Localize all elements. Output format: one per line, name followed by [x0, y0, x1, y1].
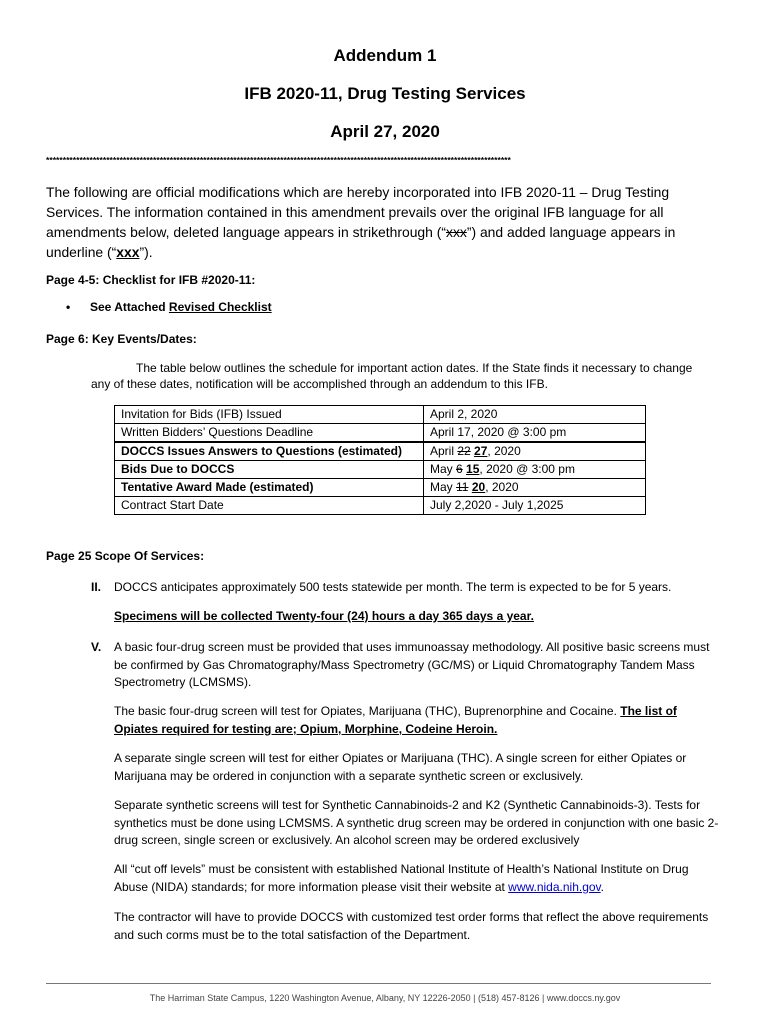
added-date: 15	[466, 462, 480, 476]
table-row	[115, 497, 646, 515]
footer-address: The Harriman State Campus, 1220 Washington Avenue, Albany, NY 12226-2050 | (518) 457-8126 | www.doccs.ny.gov	[149, 993, 621, 1003]
checklist-heading: Page 4-5: Checklist for IFB #2020-11:	[46, 273, 256, 287]
item-2-added-text: Specimens will be collected Twenty-four (24) hours a day 365 days a year.	[114, 609, 534, 623]
item-5-text: A basic four-drug screen must be provided that uses immunoassay methodology. All positive basic screens must be confirmed by Gas Chromatography/Mass Spectrometry (GC/MS) or Liquid Chromatography Tandem Mass Spectrometry (LCMSMS).	[114, 640, 710, 689]
separator-line: *******************************************************************************************************************************************	[46, 155, 511, 165]
key-events-heading: Page 6: Key Events/Dates:	[46, 332, 197, 346]
cutoff-levels-paragraph: All “cut off levels” must be consistent with established National Institute of Health’s National Institute on Drug Abuse (NIDA) standards; for more information please visit their website at www.nida.nih.gov.	[114, 862, 689, 894]
addendum-title: Addendum 1	[333, 46, 437, 65]
table-row	[115, 442, 646, 461]
date-cell: July 2,2020 - July 1,2025	[424, 497, 646, 515]
ifb-title: IFB 2020-11, Drug Testing Services	[244, 84, 526, 103]
checklist-item-prefix: See Attached	[90, 300, 169, 314]
basic-screen-paragraph	[114, 703, 724, 738]
document-date: April 27, 2020	[330, 122, 440, 141]
event-cell: Tentative Award Made (estimated)	[115, 479, 424, 497]
item-2-text: DOCCS anticipates approximately 500 tests statewide per month. The term is expected to be for 5 years.	[114, 580, 672, 594]
strikethrough-sample: xxx	[446, 224, 467, 240]
synthetic-screen-paragraph: Separate synthetic screens will test for Synthetic Cannabinoids-2 and K2 (Synthetic Cannabinoids-3). Tests for synthetics must be done using LCMSMS. A synthetic drug screen may be ordered in conjunction with one basic 2-drug screen, single screen or exclusively. An alcohol screen may be ordered exclusively	[114, 798, 719, 847]
opiates-added-text: The list of Opiates required for testing are; Opium, Morphine, Codeine Heroin.	[114, 704, 677, 736]
event-cell: Contract Start Date	[115, 497, 424, 515]
event-cell: Bids Due to DOCCS	[115, 461, 424, 479]
table-row	[115, 479, 646, 497]
date-cell: April 17, 2020 @ 3:00 pm	[424, 424, 646, 443]
basic-screen-text: The basic four-drug screen will test for Opiates, Marijuana (THC), Buprenorphine and Cocaine.	[114, 704, 621, 718]
item-5-label: V.	[91, 640, 102, 654]
date-cell: May 6 15, 2020 @ 3:00 pm	[424, 461, 646, 479]
footer-divider	[46, 983, 711, 984]
intro-text-2: ”) and added language appears in underline (“	[46, 224, 676, 260]
deleted-date: 22	[457, 444, 471, 458]
table-row	[115, 461, 646, 479]
underline-sample: xxx	[116, 244, 140, 260]
event-cell: Written Bidders’ Questions Deadline	[115, 424, 424, 443]
key-events-intro-rest: any of these dates, notification will be accomplished through an addendum to this IFB.	[91, 376, 548, 391]
intro-text-1: The following are official modifications which are hereby incorporated into IFB 2020-11 – Drug Testing Services. The information contained in this amendment prevails over the original IFB language for all amendments below, deleted language appears in strikethrough (“	[46, 184, 670, 240]
cutoff-text: All “cut off levels” must be consistent with established National Institute of Health’s National Institute on Drug Abuse (NIDA) standards; for more information please visit their website at	[114, 862, 689, 894]
event-cell: Invitation for Bids (IFB) Issued	[115, 406, 424, 424]
deleted-date: 6	[456, 462, 463, 476]
checklist-item	[66, 300, 272, 314]
item-2-label: II.	[91, 580, 102, 594]
key-events-intro	[91, 361, 731, 392]
contractor-paragraph: The contractor will have to provide DOCCS with customized test order forms that reflect the above requirements and such corms must be to the total satisfaction of the Department.	[114, 910, 709, 942]
scope-heading: Page 25 Scope Of Services:	[46, 549, 205, 563]
key-events-table	[114, 405, 646, 515]
added-date: 27	[474, 444, 488, 458]
date-cell: April 2, 2020	[424, 406, 646, 424]
nida-link[interactable]: www.nida.nih.gov	[508, 879, 601, 894]
date-cell: May 11 20, 2020	[424, 479, 646, 497]
event-cell: DOCCS Issues Answers to Questions (estimated)	[115, 442, 424, 461]
table-row	[115, 424, 646, 443]
date-cell: April 22 27, 2020	[424, 442, 646, 461]
key-events-intro-first: The table below outlines the schedule for important action dates. If the State finds it necessary to change	[136, 361, 693, 375]
added-date: 20	[471, 480, 486, 494]
deleted-date: 11	[456, 480, 469, 494]
table-row	[115, 406, 646, 424]
bullet-icon: •	[66, 300, 71, 314]
intro-paragraph	[46, 182, 726, 262]
revised-checklist-link: Revised Checklist	[168, 300, 272, 314]
intro-text-3: ”).	[139, 244, 153, 260]
single-screen-paragraph: A separate single screen will test for either Opiates or Marijuana (THC). A single screen for either Opiates or Marijuana may be ordered in conjunction with a separate synthetic screen or exclusively.	[114, 751, 687, 783]
